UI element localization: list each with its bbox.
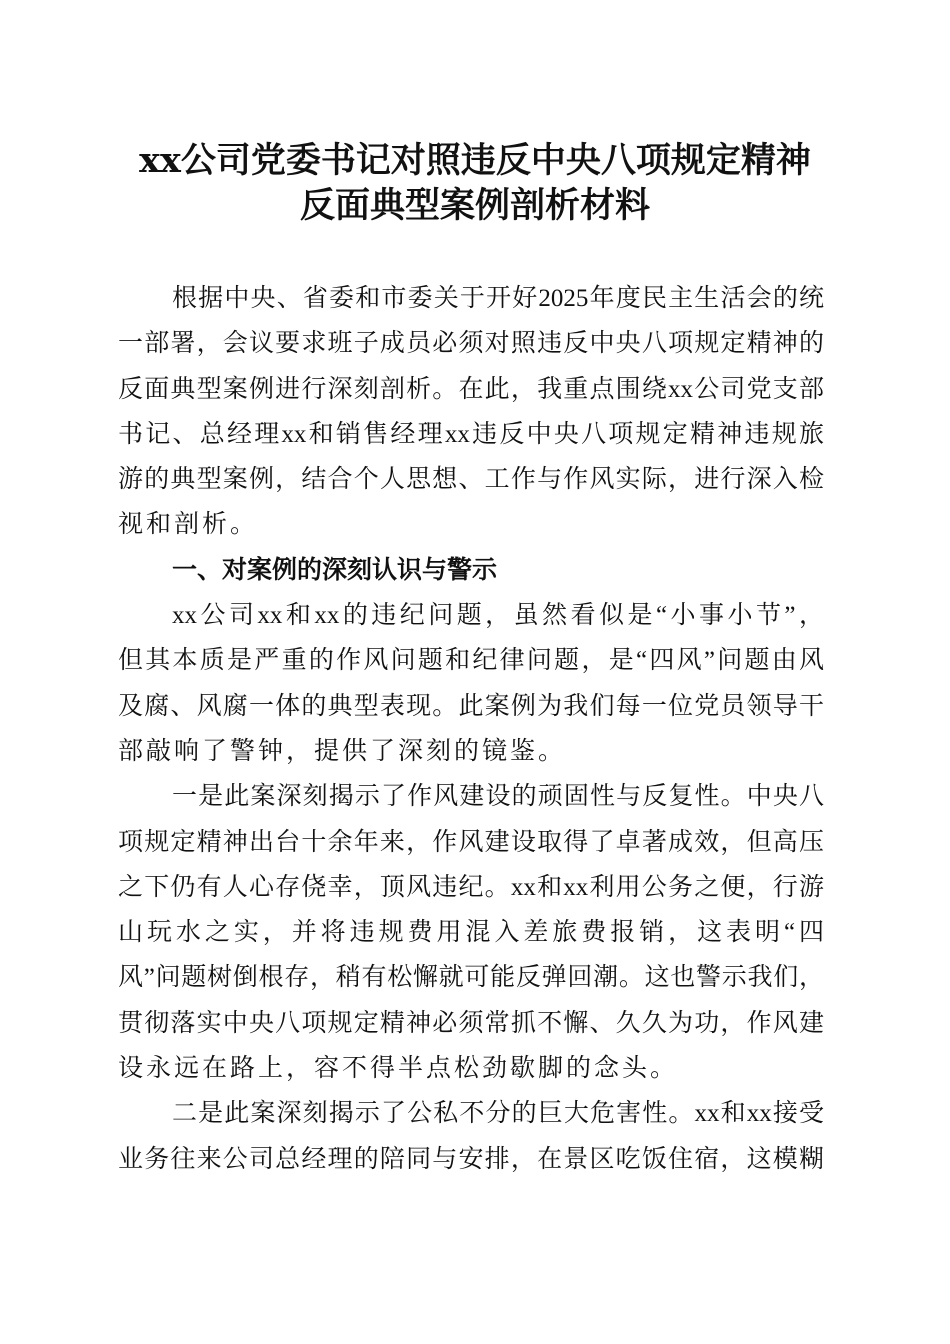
- body-text-line: 之下仍有人心存侥幸，顶风违纪。xx和xx利用公务之便，行游: [118, 873, 824, 901]
- body-text-line: 风”问题树倒根存，稍有松懈就可能反弹回潮。这也警示我们，: [118, 964, 824, 992]
- body-text-line: 一是此案深刻揭示了作风建设的顽固性与反复性。中央八: [172, 783, 824, 811]
- body-text-line: 部敲响了警钟，提供了深刻的镜鉴。: [118, 737, 567, 765]
- document-title-line-2: 反面典型案例剖析材料: [299, 185, 650, 226]
- document-body: [118, 276, 824, 1182]
- body-text-line: 根据中央、省委和市委关于开好2025年度民主生活会的统: [172, 285, 824, 312]
- body-text-line: 书记、总经理xx和销售经理xx违反中央八项规定精神违规旅: [118, 420, 824, 448]
- body-text-line: 业务往来公司总经理的陪同与安排，在景区吃饭住宿，这模糊: [118, 1145, 824, 1173]
- body-text-line: 游的典型案例，结合个人思想、工作与作风实际，进行深入检: [118, 466, 824, 494]
- document-title-line-1: xx公司党委书记对照违反中央八项规定精神: [139, 140, 811, 181]
- body-text-line: 反面典型案例进行深刻剖析。在此，我重点围绕xx公司党支部: [118, 375, 824, 403]
- section-heading: 一、对案例的深刻认识与警示: [172, 555, 498, 584]
- body-text-line: 贯彻落实中央八项规定精神必须常抓不懈、久久为功，作风建: [118, 1009, 824, 1037]
- body-text-line: xx公司xx和xx的违纪问题，虽然看似是“小事小节”，: [172, 602, 824, 630]
- body-text-line: 但其本质是严重的作风问题和纪律问题，是“四风”问题由风: [118, 647, 824, 675]
- body-text-line: 一部署，会议要求班子成员必须对照违反中央八项规定精神的: [118, 330, 824, 358]
- body-text-line: 项规定精神出台十余年来，作风建设取得了卓著成效，但高压: [118, 828, 824, 856]
- body-text-line: 山玩水之实，并将违规费用混入差旅费报销，这表明“四: [118, 919, 824, 947]
- body-text-line: 视和剖析。: [118, 511, 259, 539]
- body-text-line: 及腐、风腐一体的典型表现。此案例为我们每一位党员领导干: [118, 692, 824, 720]
- body-text-line: 设永远在路上，容不得半点松劲歇脚的念头。: [118, 1055, 679, 1083]
- body-text-line: 二是此案深刻揭示了公私不分的巨大危害性。xx和xx接受: [172, 1100, 824, 1128]
